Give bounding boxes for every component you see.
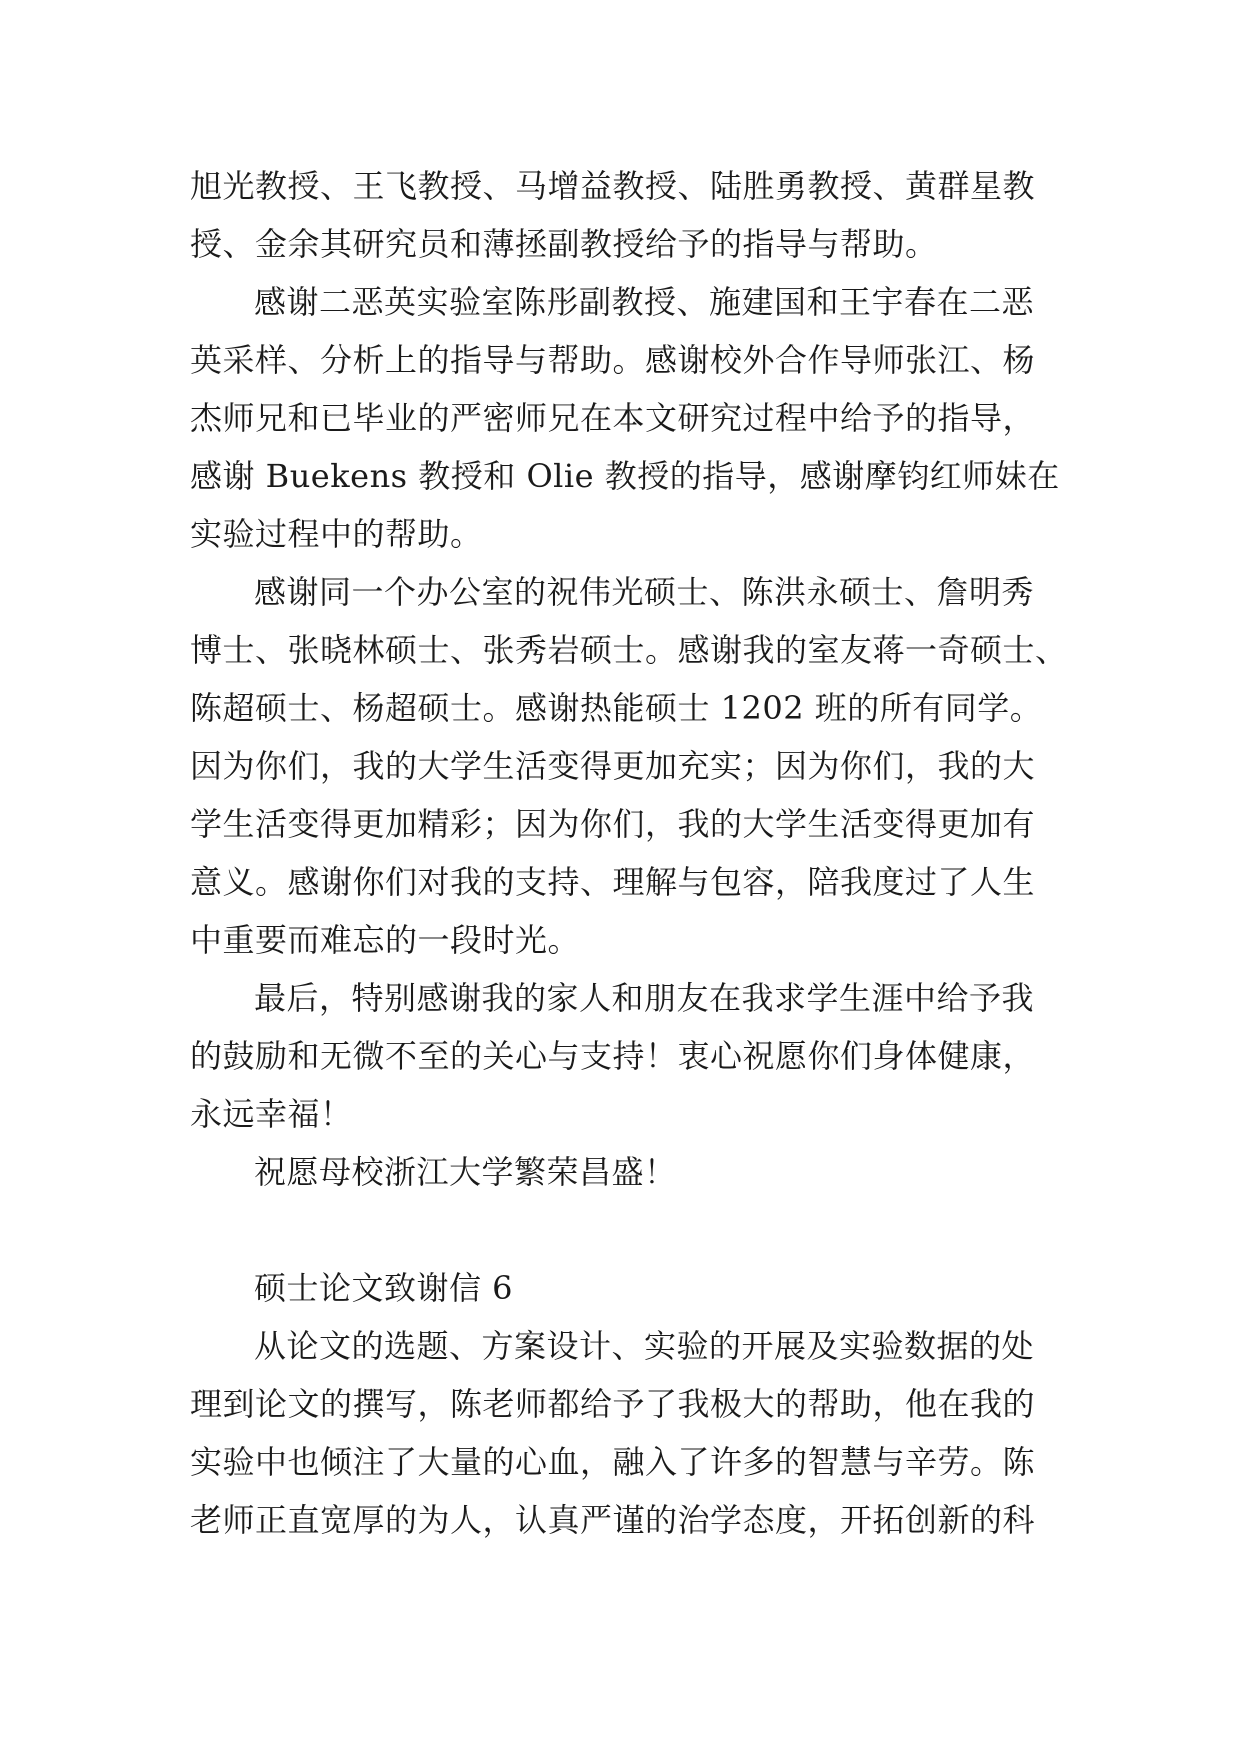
- text-line: 博士、张晓林硕士、张秀岩硕士。感谢我的室友蒋一奇硕士、: [190, 631, 1068, 669]
- section-heading: [190, 1259, 1050, 1317]
- text-line: 学生活变得更加精彩；因为你们，我的大学生活变得更加有: [190, 805, 1036, 843]
- text-line: 杰师兄和已毕业的严密师兄在本文研究过程中给予的指导，: [190, 399, 1036, 437]
- document-body: [190, 157, 1068, 1549]
- paragraph-thanks-classmates: [190, 563, 1068, 969]
- paragraph-thanks-family: [190, 969, 1050, 1143]
- paragraph-wish-alma-mater: [190, 1143, 1050, 1201]
- text-line: 陈超硕士、杨超硕士。感谢热能硕士 1202 班的所有同学。: [190, 689, 1043, 727]
- text-line: 老师正直宽厚的为人，认真严谨的治学态度，开拓创新的科: [190, 1501, 1036, 1539]
- text-line: 实验过程中的帮助。: [190, 515, 483, 553]
- text-line: 因为你们，我的大学生活变得更加充实；因为你们，我的大: [190, 747, 1036, 785]
- paragraph-thanks-professors: [190, 157, 1050, 273]
- text-line: 意义。感谢你们对我的支持、理解与包容，陪我度过了人生: [190, 863, 1036, 901]
- text-line: 的鼓励和无微不至的关心与支持！衷心祝愿你们身体健康，: [190, 1037, 1036, 1075]
- text-line: 感谢二恶英实验室陈彤副教授、施建国和王宇春在二恶: [254, 283, 1035, 321]
- text-line: 感谢同一个办公室的祝伟光硕士、陈洪永硕士、詹明秀: [254, 573, 1035, 611]
- text-line: 旭光教授、王飞教授、马增益教授、陆胜勇教授、黄群星教: [190, 167, 1036, 205]
- text-line: 理到论文的撰写，陈老师都给予了我极大的帮助，他在我的: [190, 1385, 1036, 1423]
- paragraph-thanks-advisor: [190, 1317, 1050, 1549]
- text-line: 祝愿母校浙江大学繁荣昌盛！: [254, 1153, 677, 1191]
- text-line: 中重要而难忘的一段时光。: [190, 921, 581, 959]
- blank-line: [190, 1201, 1050, 1259]
- paragraph-thanks-dioxin-lab: [190, 273, 1060, 563]
- text-line: 感谢 Buekens 教授和 Olie 教授的指导，感谢摩钧红师妹在: [190, 457, 1060, 495]
- heading-text: 硕士论文致谢信 6: [254, 1269, 514, 1307]
- text-line: 最后，特别感谢我的家人和朋友在我求学生涯中给予我: [254, 979, 1035, 1017]
- text-line: 实验中也倾注了大量的心血，融入了许多的智慧与辛劳。陈: [190, 1443, 1036, 1481]
- text-line: 授、金余其研究员和薄拯副教授给予的指导与帮助。: [190, 225, 938, 263]
- text-line: 英采样、分析上的指导与帮助。感谢校外合作导师张江、杨: [190, 341, 1036, 379]
- text-line: 永远幸福！: [190, 1095, 353, 1133]
- text-line: 从论文的选题、方案设计、实验的开展及实验数据的处: [254, 1327, 1035, 1365]
